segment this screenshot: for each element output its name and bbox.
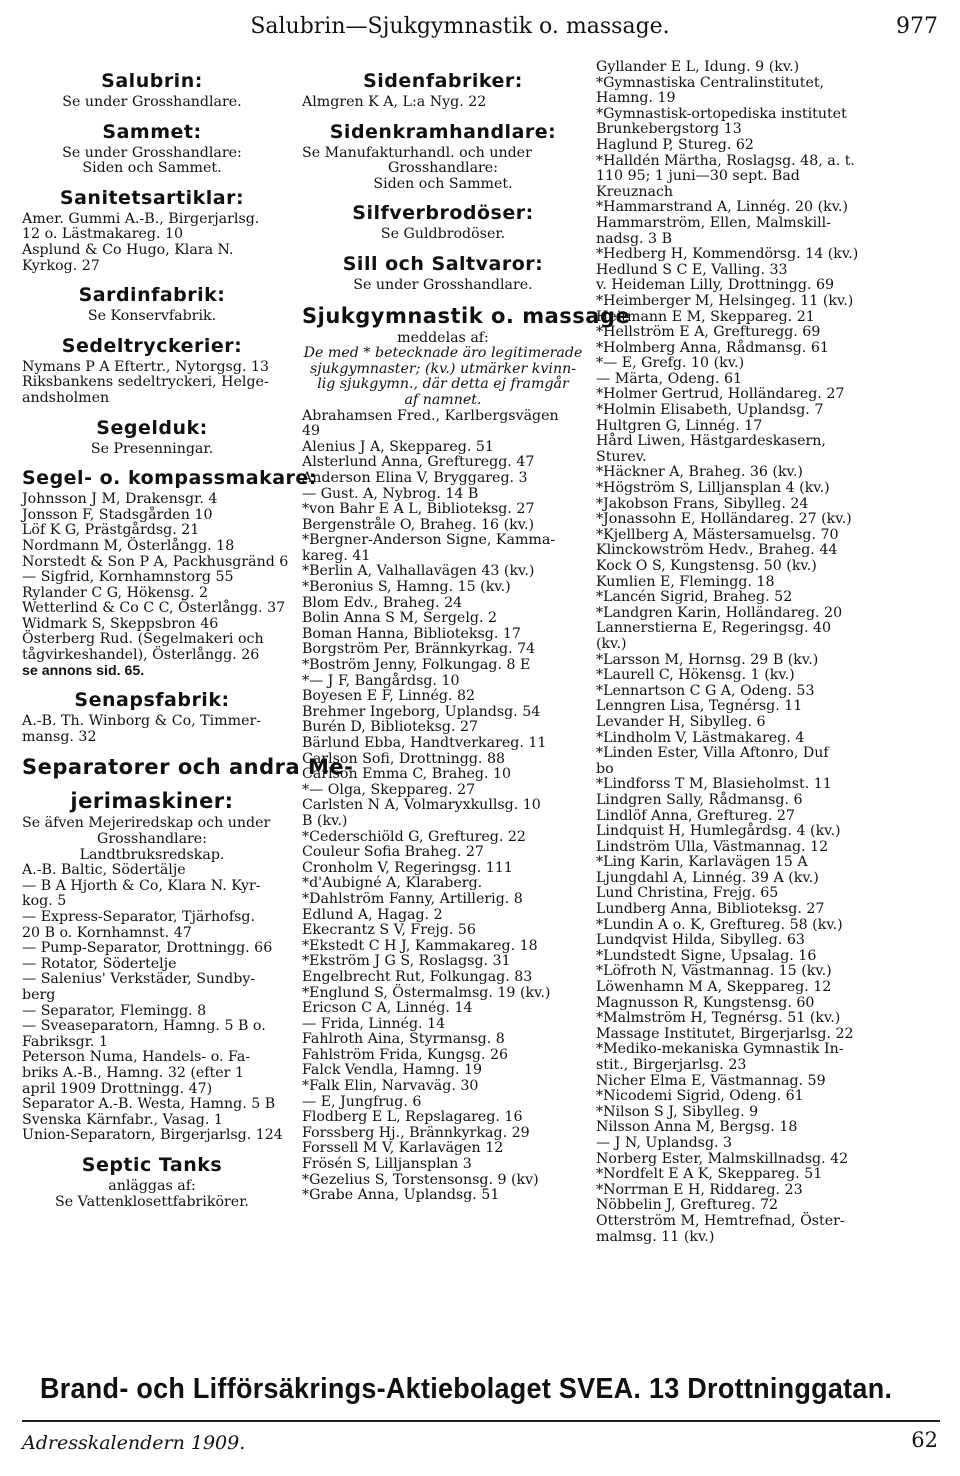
directory-entry: Riksbankens sedeltryckeri, Helge-	[22, 374, 269, 391]
advertisement-banner: Brand- och Lifförsäkrings-Aktiebolaget SVEA. 13 Drottninggatan.	[40, 1373, 893, 1405]
directory-entry: mansg. 32	[22, 728, 97, 745]
directory-entry: *Nicodemi Sigrid, Odeng. 61	[596, 1088, 804, 1105]
directory-entry: Lundberg Anna, Biblioteksg. 27	[596, 901, 825, 918]
directory-entry: *Malmström H, Tegnérsg. 51 (kv.)	[596, 1010, 841, 1027]
cross-reference: Grosshandlare:	[97, 831, 207, 848]
directory-entry: Lund Christina, Frejg. 65	[596, 885, 779, 902]
directory-entry: *Larsson M, Hornsg. 29 B (kv.)	[596, 651, 819, 668]
directory-entry: Sturev.	[596, 448, 647, 465]
directory-entry: *Högström S, Lilljansplan 4 (kv.)	[596, 480, 830, 497]
directory-entry: *— J F, Bangårdsg. 10	[302, 672, 460, 689]
directory-entry: Couleur Sofia Braheg. 27	[302, 844, 484, 861]
directory-entry: *Lennartson C G A, Odeng. 53	[596, 682, 815, 699]
directory-entry: berg	[22, 986, 56, 1003]
section-heading: Silfverbrodöser:	[352, 202, 534, 225]
directory-entry: *Cederschiöld G, Greftureg. 22	[302, 828, 526, 845]
directory-entry: Gyllander E L, Idung. 9 (kv.)	[596, 59, 800, 75]
section-heading: Sardinfabrik:	[78, 284, 226, 307]
footer-divider	[22, 1420, 940, 1422]
directory-entry: Widmark S, Skeppsbron 46	[22, 615, 219, 632]
directory-entry: Bolin Anna S M, Sergelg. 2	[302, 610, 497, 627]
directory-entry: briks A.-B., Hamng. 32 (efter 1	[22, 1064, 244, 1081]
directory-entry: Norstedt & Son P A, Packhusgränd 6	[22, 553, 289, 570]
directory-entry: *Lundin A o. K, Greftureg. 58 (kv.)	[596, 916, 843, 933]
directory-entry: *Bergner-Anderson Signe, Kamma-	[302, 532, 556, 549]
directory-entry: Klinckowström Hedv., Braheg. 44	[596, 542, 838, 559]
section-heading: Segelduk:	[96, 416, 208, 439]
directory-entry: Jonsson F, Stadsgården 10	[22, 506, 213, 523]
directory-entry: Nöbbelin J, Greftureg. 72	[596, 1197, 779, 1214]
directory-entry: Engelbrecht Rut, Folkungag. 83	[302, 968, 533, 985]
directory-entry: *Holmin Elisabeth, Uplandsg. 7	[596, 402, 824, 419]
directory-entry: Fabriksgr. 1	[22, 1033, 108, 1050]
directory-entry: *Häckner A, Braheg. 36 (kv.)	[596, 464, 803, 481]
directory-entry: *Landgren Karin, Holländareg. 20	[596, 604, 843, 621]
section-heading: Sanitetsartiklar:	[59, 186, 245, 209]
directory-entry: Se Manufakturhandl. och under	[302, 144, 532, 161]
directory-entry: Johnsson J M, Drakensgr. 4	[22, 491, 218, 508]
directory-entry: Kreuznach	[596, 183, 674, 200]
directory-entry: nadsg. 3 B	[596, 230, 673, 247]
section-heading: Sammet:	[102, 120, 202, 143]
section-heading: Separatorer och andra Me-	[22, 755, 354, 780]
directory-entry: Hedlund S C E, Valling. 33	[596, 261, 788, 278]
directory-entry: Blom Edv., Braheg. 24	[302, 594, 463, 611]
section-heading: Septic Tanks	[81, 1153, 223, 1176]
cross-reference: Se Presenningar.	[90, 440, 214, 457]
directory-entry: Forssell M V, Karlavägen 12	[302, 1140, 504, 1157]
directory-entry: Brunkebergstorg 13	[596, 121, 742, 138]
directory-entry: Haglund P, Stureg. 62	[596, 136, 754, 153]
directory-entry: april 1909 Drottningg. 47)	[22, 1080, 213, 1097]
directory-entry: *Grabe Anna, Uplandsg. 51	[302, 1187, 500, 1204]
directory-entry: Boyesen E F, Linnég. 82	[302, 688, 476, 705]
legend-note: sjukgymnaster; (kv.) utmärker kvinn-	[309, 360, 577, 377]
directory-entry: Österberg Rud. (Segelmakeri och	[22, 631, 264, 648]
directory-entry: Kock O S, Kungstensg. 50 (kv.)	[596, 558, 817, 574]
directory-entry: Kyrkog. 27	[22, 257, 100, 274]
directory-entry: malmsg. 11 (kv.)	[596, 1228, 715, 1245]
directory-entry: *Lundstedt Signe, Upsalag. 16	[596, 947, 817, 964]
legend-note: De med * betecknade äro legitimerade	[303, 345, 583, 362]
directory-entry: Svenska Kärnfabr., Vasag. 1	[22, 1111, 223, 1128]
directory-entry: *Gymnastiska Centralinstitutet,	[596, 74, 825, 91]
directory-entry: Abrahamsen Fred., Karlbergsvägen	[302, 407, 559, 424]
directory-entry: *Dahlström Fanny, Artillerig. 8	[302, 890, 523, 907]
cross-reference: Siden och Sammet.	[82, 160, 222, 177]
section-heading: Sidenfabriker:	[363, 70, 523, 92]
directory-entry: Lannerstierna E, Regeringsg. 40	[596, 620, 832, 637]
directory-entry: Kumlien E, Flemingg. 18	[596, 573, 775, 590]
directory-entry: A.-B. Th. Winborg & Co, Timmer-	[22, 713, 262, 730]
directory-entry: — Sveaseparatorn, Hamng. 5 B o.	[22, 1018, 266, 1035]
section-heading: Sedeltryckerier:	[61, 334, 243, 357]
directory-entry: Borgström Per, Brännkyrkag. 74	[302, 641, 536, 658]
directory-entry: bo	[596, 760, 614, 777]
directory-entry: Löf K G, Prästgårdsg. 21	[22, 522, 200, 539]
directory-entry: Asplund & Co Hugo, Klara N.	[22, 241, 234, 258]
directory-entry: Union-Separatorn, Birgerjarlsg. 124	[22, 1127, 283, 1144]
directory-entry: *Jonassohn E, Holländareg. 27 (kv.)	[596, 511, 852, 528]
directory-entry: Massage Institutet, Birgerjarlsg. 22	[596, 1025, 854, 1042]
directory-entry: — Gust. A, Nybrog. 14 B	[302, 485, 479, 502]
section-heading: Sidenkramhandlare:	[329, 120, 557, 143]
directory-entry: Bärlund Ebba, Handtverkareg. 11	[302, 735, 547, 751]
directory-entry: *Nordfelt E A K, Skeppareg. 51	[596, 1166, 823, 1183]
directory-entry: Forssberg Hj., Brännkyrkag. 29	[302, 1124, 530, 1141]
cross-reference: Se under Grosshandlare.	[62, 94, 242, 110]
directory-entry: Lindgren Sally, Rådmansg. 6	[596, 791, 803, 808]
directory-entry: Norberg Ester, Malmskillnadsg. 42	[596, 1150, 849, 1167]
cross-reference: Se Konservfabrik.	[87, 308, 217, 325]
directory-entry: *Gymnastisk-ortopediska institutet	[596, 105, 847, 122]
directory-entry: Hammarström, Ellen, Malmskill-	[596, 214, 832, 231]
directory-entry: Lindlöf Anna, Greftureg. 27	[596, 807, 795, 824]
directory-entry: *Holmberg Anna, Rådmansg. 61	[596, 339, 829, 356]
directory-entry: Cronholm V, Regeringsg. 111	[302, 859, 513, 876]
section-heading: Sill och Saltvaror:	[342, 252, 544, 275]
column-right	[596, 60, 940, 1360]
directory-entry: *Jakobson Frans, Sibylleg. 24	[596, 495, 809, 512]
cross-reference: Siden och Sammet.	[373, 175, 513, 192]
directory-entry: Nymans P A Eftertr., Nytorgsg. 13	[22, 358, 269, 375]
directory-entry: Hultgren G, Linnég. 17	[596, 417, 763, 434]
directory-entry: — B A Hjorth & Co, Klara N. Kyr-	[22, 877, 261, 894]
directory-entry: 49	[302, 423, 321, 440]
cross-reference: Se Guldbrodöser.	[380, 226, 506, 243]
directory-entry: (kv.)	[596, 635, 627, 652]
directory-entry: *von Bahr E A L, Biblioteksg. 27	[302, 501, 535, 518]
directory-entry: Lindström Ulla, Västmannag. 12	[596, 838, 829, 855]
directory-entry: *Lindholm V, Lästmakareg. 4	[596, 729, 805, 746]
directory-entry: — Pump-Separator, Drottningg. 66	[22, 940, 273, 957]
cross-reference: Se Vattenklosettfabrikörer.	[55, 1193, 249, 1210]
directory-entry: Löwenhamn M A, Skeppareg. 12	[596, 979, 832, 996]
page-title: Salubrin—Sjukgymnastik o. massage.	[250, 14, 670, 39]
directory-entry: 20 B o. Kornhamnst. 47	[22, 924, 192, 941]
directory-entry: Carlsten N A, Volmaryxkullsg. 10	[302, 797, 541, 814]
footer-publication: Adresskalendern 1909.	[22, 1432, 246, 1454]
directory-entry: Lenngren Lisa, Tegnérsg. 11	[596, 698, 803, 715]
directory-entry: tågvirkeshandel), Österlångg. 26	[22, 647, 260, 664]
directory-entry: *Kjellberg A, Mästersamuelsg. 70	[596, 526, 839, 543]
directory-entry: Lundqvist Hilda, Sibylleg. 63	[596, 932, 805, 949]
directory-entry: Ljungdahl A, Linnég. 39 A (kv.)	[596, 869, 819, 886]
directory-entry: Brehmer Ingeborg, Uplandsg. 54	[302, 703, 541, 720]
directory-entry: *Ekstedt C H J, Kammakareg. 18	[302, 937, 538, 954]
directory-entry: 12 o. Lästmakareg. 10	[22, 226, 184, 243]
directory-entry: Alenius J A, Skeppareg. 51	[302, 438, 494, 455]
section-heading: jerimaskiner:	[70, 789, 234, 814]
cross-reference: Grosshandlare:	[388, 160, 498, 177]
directory-entry: kareg. 41	[302, 547, 371, 564]
directory-entry: *Ling Karin, Karlavägen 15 A	[596, 854, 808, 871]
directory-entry: Otterström M, Hemtrefnad, Öster-	[596, 1212, 845, 1229]
directory-entry: *Gezelius S, Torstensonsg. 9 (kv)	[302, 1171, 539, 1188]
directory-entry: *— Olga, Skeppareg. 27	[302, 781, 476, 798]
directory-entry: *Laurell C, Hökensg. 1 (kv.)	[596, 667, 795, 684]
directory-entry: *Hammarstrand A, Linnég. 20 (kv.)	[596, 199, 849, 216]
directory-entry: — Märta, Odeng. 61	[596, 370, 743, 387]
directory-entry: Fahlroth Aina, Styrmansg. 8	[302, 1031, 505, 1048]
directory-entry: Amer. Gummi A.-B., Birgerjarlsg.	[22, 210, 260, 227]
directory-entry: — Rotator, Södertelje	[22, 955, 177, 972]
directory-entry: Bergenstråle O, Braheg. 16 (kv.)	[302, 516, 535, 533]
directory-entry: Alsterlund Anna, Grefturegg. 47	[302, 454, 535, 471]
directory-entry: B (kv.)	[302, 812, 348, 829]
directory-entry: Se äfven Mejeriredskap och under	[22, 815, 271, 832]
directory-entry: *Lindforss T M, Blasieholmst. 11	[596, 776, 832, 793]
directory-entry: Lindquist H, Humlegårdsg. 4 (kv.)	[596, 823, 841, 840]
directory-entry: Carlson Sofi, Drottningg. 88	[302, 750, 505, 767]
legend-note: af namnet.	[404, 391, 482, 408]
directory-entry: Fahlström Frida, Kungsg. 26	[302, 1046, 509, 1063]
directory-entry: *Ekström J G S, Roslagsg. 31	[302, 953, 511, 970]
directory-entry: Almgren K A, L:a Nyg. 22	[302, 94, 487, 110]
directory-entry: *Mediko-mekaniska Gymnastik In-	[596, 1041, 844, 1058]
section-heading: Sjukgymnastik o. massage	[302, 303, 631, 328]
directory-entry: — Salenius' Verkstäder, Sundby-	[22, 971, 256, 988]
directory-entry: Nilsson Anna M, Bergsg. 18	[596, 1119, 798, 1136]
directory-entry: — Express-Separator, Tjärhofsg.	[22, 909, 255, 925]
running-header	[0, 14, 960, 44]
directory-entry: *Halldén Märtha, Roslagsg. 48, a. t.	[596, 152, 855, 169]
advertisement-reference: se annons sid. 65.	[22, 662, 145, 679]
legend-note: lig sjukgymn., där detta ej framgår	[317, 376, 569, 393]
directory-entry: — J N, Uplandsg. 3	[596, 1134, 733, 1151]
directory-entry: — Sigfrid, Kornhamnstorg 55	[22, 569, 234, 586]
directory-entry: Frösén S, Lilljansplan 3	[302, 1156, 472, 1173]
section-heading: Senapsfabrik:	[74, 689, 230, 712]
directory-entry: Ericson C A, Linnég. 14	[302, 1000, 473, 1017]
footer-page-number: 62	[911, 1428, 938, 1452]
directory-entry: *Linden Ester, Villa Aftonro, Duf	[596, 745, 829, 762]
directory-entry: — E, Jungfrug. 6	[302, 1093, 422, 1110]
directory-entry: Edlund A, Hagag. 2	[302, 906, 443, 923]
directory-entry: Rylander C G, Hökensg. 2	[22, 584, 209, 601]
page-number: 977	[896, 14, 938, 39]
cross-reference: anläggas af:	[108, 1177, 196, 1194]
directory-entry: — Separator, Flemingg. 8	[22, 1002, 207, 1019]
directory-entry: v. Heideman Lilly, Drottningg. 69	[596, 277, 835, 294]
directory-entry: Hamng. 19	[596, 90, 676, 107]
directory-entry: *d'Aubigné A, Klaraberg.	[302, 875, 483, 892]
directory-entry: Peterson Numa, Handels- o. Fa-	[22, 1049, 251, 1066]
directory-entry: *Falk Elin, Narvaväg. 30	[302, 1078, 479, 1095]
directory-entry: Hård Liwen, Hästgardeskasern,	[596, 433, 826, 450]
subheading: meddelas af:	[397, 329, 489, 346]
directory-entry: *Heimberger M, Helsingeg. 11 (kv.)	[596, 292, 854, 309]
directory-entry: *Berlin A, Valhallavägen 43 (kv.)	[302, 563, 535, 580]
directory-entry: stit., Birgerjarlsg. 23	[596, 1057, 747, 1073]
directory-entry: *Hedberg H, Kommendörsg. 14 (kv.)	[596, 246, 859, 263]
directory-entry: *— E, Grefg. 10 (kv.)	[596, 355, 745, 372]
directory-entry: *Lancén Sigrid, Braheg. 52	[596, 589, 793, 606]
directory-entry: *Boström Jenny, Folkungag. 8 E	[302, 657, 531, 674]
directory-entry: Magnusson R, Kungstensg. 60	[596, 994, 815, 1011]
directory-entry: Anderson Elina V, Bryggareg. 3	[302, 469, 528, 486]
cross-reference: Landtbruksredskap.	[79, 846, 225, 863]
directory-entry: 110 95; 1 juni—30 sept. Bad	[596, 168, 800, 185]
cross-reference: Se under Grosshandlare.	[353, 276, 533, 293]
directory-entry: Levander H, Sibylleg. 6	[596, 713, 766, 730]
directory-entry: Burén D, Biblioteksg. 27	[302, 719, 479, 736]
directory-entry: *Hellström E A, Grefturegg. 69	[596, 324, 821, 341]
directory-entry: A.-B. Baltic, Södertälje	[22, 862, 186, 879]
directory-entry: *Nilson S J, Sibylleg. 9	[596, 1103, 759, 1120]
section-heading: Segel- o. kompassmakare:	[22, 467, 317, 490]
directory-entry: Separator A.-B. Westa, Hamng. 5 B	[22, 1096, 276, 1113]
directory-entry: Flodberg E L, Repslagareg. 16	[302, 1109, 523, 1126]
directory-entry: *Beronius S, Hamng. 15 (kv.)	[302, 579, 511, 596]
directory-entry: *Löfroth N, Västmannag. 15 (kv.)	[596, 963, 832, 980]
directory-entry: *Holmer Gertrud, Holländareg. 27	[596, 386, 845, 403]
directory-entry: *Englund S, Östermalmsg. 19 (kv.)	[302, 984, 551, 1001]
directory-entry: Nicher Elma E, Västmannag. 59	[596, 1072, 826, 1089]
directory-entry: andsholmen	[22, 389, 110, 406]
directory-entry: Nordmann M, Österlångg. 18	[22, 537, 235, 554]
directory-entry: *Norrman E H, Riddareg. 23	[596, 1181, 803, 1198]
cross-reference: Se under Grosshandlare:	[62, 144, 242, 161]
directory-entry: kog. 5	[22, 893, 67, 910]
directory-entry: Falck Vendla, Hamng. 19	[302, 1062, 483, 1079]
directory-entry: — Frida, Linnég. 14	[302, 1015, 446, 1032]
directory-entry: Boman Hanna, Biblioteksg. 17	[302, 625, 521, 642]
section-heading: Salubrin:	[101, 70, 203, 92]
directory-entry: Ekecrantz S V, Frejg. 56	[302, 922, 476, 939]
directory-entry: Heitmann E M, Skeppareg. 21	[596, 308, 815, 325]
directory-entry: Wetterlind & Co C C, Österlångg. 37	[22, 600, 286, 617]
directory-entry: Carlson Emma C, Braheg. 10	[302, 766, 512, 783]
